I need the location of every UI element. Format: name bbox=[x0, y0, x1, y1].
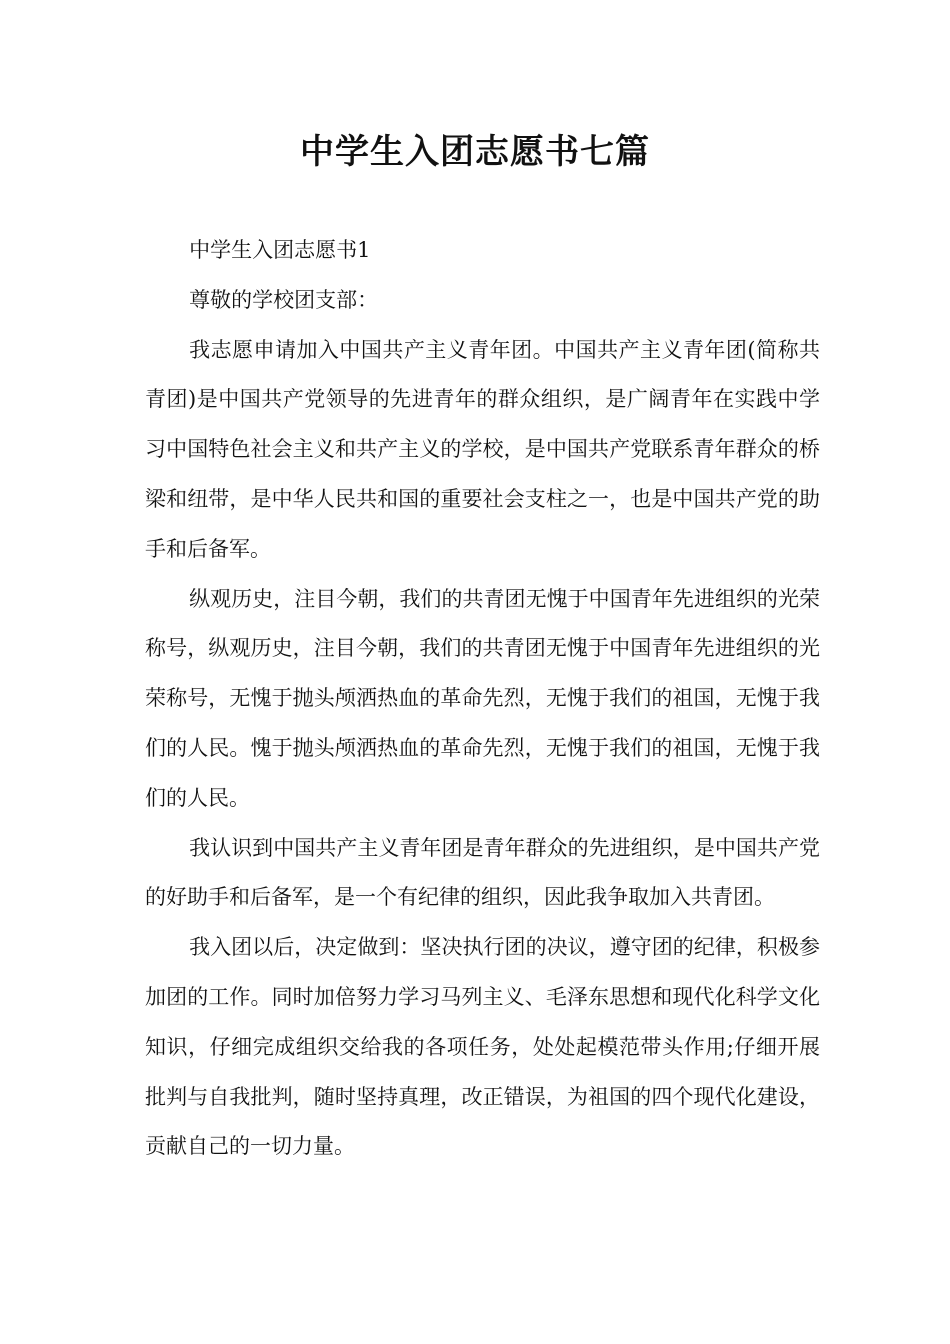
paragraph: 我认识到中国共产主义青年团是青年群众的先进组织，是中国共产党的好助手和后备军，是一个有纪律的组织，因此我争取加入共青团。 bbox=[145, 835, 820, 910]
section-heading: 中学生入团志愿书1 bbox=[189, 238, 371, 262]
salutation: 尊敬的学校团支部： bbox=[189, 287, 379, 312]
paragraph: 纵观历史，注目今朝，我们的共青团无愧于中国青年先进组织的光荣称号，纵观历史，注目今朝，我们的共青团无愧于中国青年先进组织的光荣称号，无愧于抛头颅洒热血的革命先烈，无愧于我们的祖国，无愧于我们的人民。愧于抛头颅洒热血的革命先烈，无愧于我们的祖国，无愧于我们的人民。 bbox=[145, 586, 820, 810]
paragraph: 我志愿申请加入中国共产主义青年团。中国共产主义青年团(简称共青团)是中国共产党领导的先进青年的群众组织，是广阔青年在实践中学习中国特色社会主义和共产主义的学校，是中国共产党联系青年群众的桥梁和纽带，是中华人民共和国的重要社会支柱之一，也是中国共产党的助手和后备军。 bbox=[145, 337, 820, 561]
document-title: 中学生入团志愿书七篇 bbox=[300, 132, 650, 172]
document-body bbox=[145, 226, 820, 1172]
paragraph: 我入团以后，决定做到：坚决执行团的决议，遵守团的纪律，积极参加团的工作。同时加倍努力学习马列主义、毛泽东思想和现代化科学文化知识，仔细完成组织交给我的各项任务，处处起模范带头作用;仔细开展批判与自我批判，随时坚持真理，改正错误，为祖国的四个现代化建设，贡献自己的一切力量。 bbox=[145, 935, 820, 1159]
